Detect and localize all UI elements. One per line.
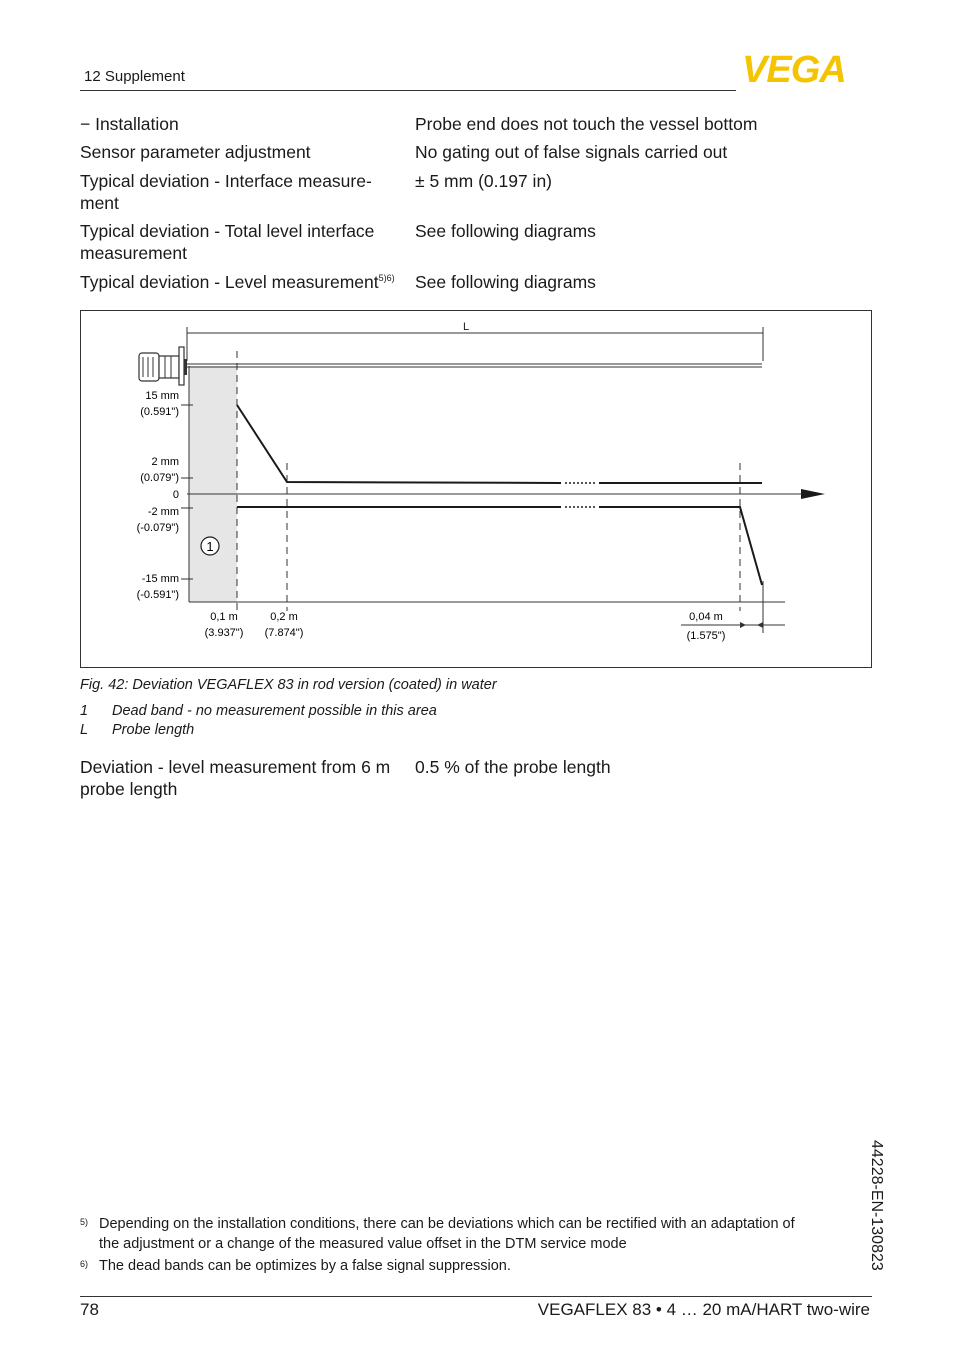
lower-deviation-line-end [599, 507, 762, 585]
logo-text: VEGA [742, 52, 846, 84]
upper-deviation-line [237, 405, 561, 483]
footer-rule [80, 1296, 872, 1297]
row-6m-label [80, 756, 410, 800]
y-label-2mm-in: (0.079") [140, 472, 179, 484]
row-level-label [80, 271, 415, 293]
page-number: 78 [80, 1300, 99, 1319]
row-total-level-label-line1: Typical deviation - Total level interface [80, 221, 375, 241]
legend-text-1: Dead band - no measurement possible in this area [112, 703, 437, 719]
x-label-0-04m: 0,04 m [689, 611, 723, 623]
y-label-minus15mm-in: (-0.591") [136, 589, 179, 601]
y-label-15mm-in: (0.591") [140, 406, 179, 418]
deviation-chart-frame [80, 310, 872, 668]
footnote-6-text: The dead bands can be optimizes by a false signal suppression. [99, 1258, 511, 1274]
footnote-6-num: 6) [80, 1259, 89, 1269]
y-label-zero: 0 [172, 489, 179, 501]
legend-key-1: 1 [80, 703, 89, 719]
row-interface-value: ± 5 mm (0.197 in) [415, 171, 553, 191]
length-label: L [462, 321, 470, 333]
row-6m-label-line1: Deviation - level measurement from 6 m [80, 757, 391, 777]
x-label-0-2m: 0,2 m [270, 611, 298, 623]
row-total-level-label-line2: measurement [80, 243, 187, 263]
sensor-head-icon [139, 347, 187, 385]
row-interface-label-line1: Typical deviation - Interface measure- [80, 171, 372, 191]
document-code: 44228-EN-130823 [868, 1140, 885, 1271]
vega-logo [742, 52, 872, 84]
footnote-5-line1: Depending on the installation conditions, there can be deviations which can be rectified with an adaptation of [99, 1216, 795, 1232]
row-interface-label [80, 170, 400, 214]
row-interface-label-line2: ment [80, 193, 119, 213]
dead-band-area [189, 366, 237, 602]
x-label-0-1m: 0,1 m [210, 611, 238, 623]
x-label-0-2m-in: (7.874") [264, 627, 304, 639]
row-sensor-param-value: No gating out of false signals carried out [415, 142, 728, 162]
row-total-level-value: See following diagrams [415, 221, 596, 241]
zero-axis-arrow [801, 489, 825, 499]
row-total-level-label [80, 220, 400, 264]
row-level-footnote-ref: 5)6) [378, 273, 395, 284]
y-label-2mm: 2 mm [151, 456, 179, 468]
row-installation-value: Probe end does not touch the vessel bottom [415, 114, 758, 134]
deviation-chart [81, 311, 871, 667]
footnote-5-num: 5) [80, 1217, 89, 1227]
dead-band-marker-label: 1 [206, 539, 214, 554]
row-6m-value: 0.5 % of the probe length [415, 757, 611, 777]
row-installation-label: − Installation [80, 114, 179, 134]
y-label-minus15mm: -15 mm [141, 573, 179, 585]
y-label-15mm: 15 mm [145, 390, 179, 402]
end-dimension-arrow-right [757, 622, 763, 628]
end-dimension-arrow-left [740, 622, 746, 628]
legend-key-L: L [80, 722, 89, 738]
figure-caption: Fig. 42: Deviation VEGAFLEX 83 in rod version (coated) in water [80, 677, 497, 693]
legend-text-L: Probe length [112, 722, 195, 738]
footnote-5-text [99, 1214, 869, 1254]
row-level-value: See following diagrams [415, 272, 596, 292]
header-rule [80, 90, 736, 91]
x-label-0-04m-in: (1.575") [686, 630, 726, 642]
row-6m-label-line2: probe length [80, 779, 178, 799]
footnote-5-line2: the adjustment or a change of the measured value offset in the DTM service mode [99, 1236, 627, 1252]
x-label-0-1m-in: (3.937") [204, 627, 244, 639]
document-title: VEGAFLEX 83 • 4 … 20 mA/HART two-wire [537, 1300, 870, 1319]
section-title: 12 Supplement [84, 68, 185, 85]
row-sensor-param-label: Sensor parameter adjustment [80, 142, 311, 162]
y-label-minus2mm-in: (-0.079") [136, 522, 179, 534]
y-label-minus2mm: -2 mm [147, 506, 179, 518]
row-level-label-text: Typical deviation - Level measurement [80, 272, 379, 292]
